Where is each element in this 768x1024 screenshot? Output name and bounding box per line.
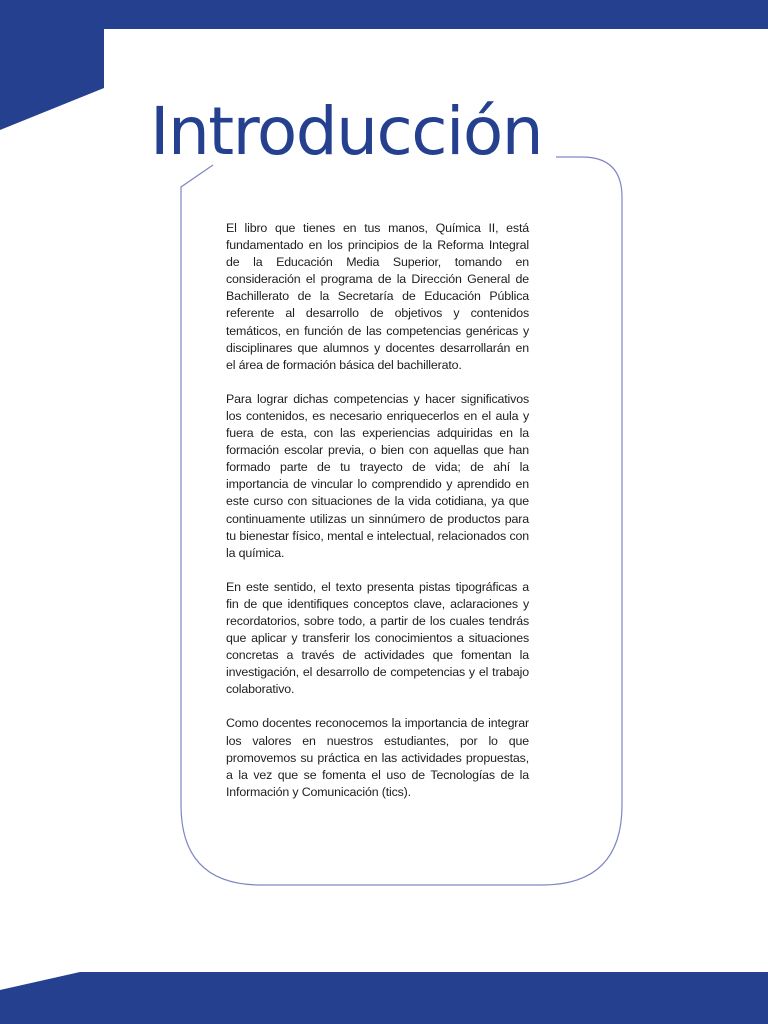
- page-title: Introducción: [150, 93, 543, 170]
- corner-tab: [0, 0, 104, 130]
- intro-text: [226, 220, 529, 818]
- paragraph: En este sentido, el texto presenta pistas tipográficas a fin de que identifiques conceptos clave, aclaraciones y recordatorios, sobre todo, a partir de los cuales tendrás que aplicar y transferir los conocimientos a situaciones concretas a través de actividades que fomentan la investigación, el desarrollo de competencias y el trabajo colaborativo.: [226, 579, 529, 697]
- paragraph: Como docentes reconocemos la importancia de integrar los valores en nuestros estudiantes, por lo que promovemos su práctica en las actividades propuestas, a la vez que se fomenta el uso de Tecnologías de la Información y Comunicación (tics).: [226, 716, 529, 799]
- paragraph: El libro que tienes en tus manos, Química II, está fundamentado en los principios de la Reforma Integral de la Educación Media Superior, tomando en consideración el programa de la Dirección General de Bachillerato de la Secretaría de Educación Pública referente al desarrollo de objetivos y contenidos temáticos, en función de las competencias genéricas y disciplinares que alumnos y docentes desarrollarán en el área de formación básica del bachillerato.: [226, 221, 529, 372]
- paragraph: Para lograr dichas competencias y hacer significativos los contenidos, es necesario enriquecerlos en el aula y fuera de esta, con las experiencias adquiridas en la formación escolar previa, o bien con aquellas que han formado parte de tu trayecto de vida; de ahí la importancia de vincular lo comprendido y aprendido en este curso con situaciones de la vida cotidiana, ya que continuamente utilizas un sinnúmero de productos para tu bienestar físico, mental e intelectual, relacionados con la química.: [226, 391, 529, 560]
- bottom-band: [0, 972, 768, 1024]
- top-band: [0, 0, 768, 29]
